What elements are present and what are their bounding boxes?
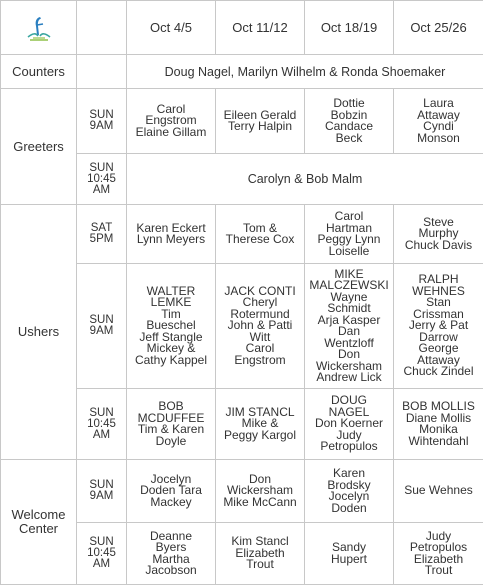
church-logo-icon bbox=[24, 13, 54, 43]
header-row bbox=[1, 1, 483, 55]
welcome-sun1045-cell-3: Sandy Hupert bbox=[305, 523, 394, 585]
ushers-label: Ushers bbox=[1, 205, 77, 460]
logo-cell bbox=[1, 1, 77, 55]
ushers-sun9-cell-2: JACK CONTI Cheryl Rotermund John & Patti Witt Carol Engstrom bbox=[216, 264, 305, 389]
counters-time-blank bbox=[77, 55, 127, 89]
ushers-sat5-cell-1: Karen Eckert Lynn Meyers bbox=[127, 205, 216, 264]
ushers-sun1045-time: SUN 10:45 AM bbox=[77, 389, 127, 460]
ushers-sat5-cell-2: Tom & Therese Cox bbox=[216, 205, 305, 264]
ushers-sun9-cell-3: MIKE MALCZEWSKI Wayne Schmidt Arja Kasper Dan Wentzloff Don Wickersham Andrew Lick bbox=[305, 264, 394, 389]
date-header-4: Oct 25/26 bbox=[394, 1, 483, 55]
welcome-sun9-cell-2: Don Wickersham Mike McCann bbox=[216, 460, 305, 523]
date-header-3: Oct 18/19 bbox=[305, 1, 394, 55]
date-header-2: Oct 11/12 bbox=[216, 1, 305, 55]
ushers-sun9-time: SUN 9AM bbox=[77, 264, 127, 389]
greeters-sun9-cell-3: Dottie Bobzin Candace Beck bbox=[305, 89, 394, 154]
ushers-sat5-time: SAT 5PM bbox=[77, 205, 127, 264]
ushers-sat5-cell-3: Carol Hartman Peggy Lynn Loiselle bbox=[305, 205, 394, 264]
welcome-sun9-row bbox=[1, 460, 483, 523]
welcome-sun9-cell-4: Sue Wehnes bbox=[394, 460, 483, 523]
ushers-sat5-row bbox=[1, 205, 483, 264]
counters-all-weeks: Doug Nagel, Marilyn Wilhelm & Ronda Shoemaker bbox=[127, 55, 483, 89]
greeters-sun9-time: SUN 9AM bbox=[77, 89, 127, 154]
greeters-label: Greeters bbox=[1, 89, 77, 205]
welcome-sun1045-cell-4: Judy Petropulos Elizabeth Trout bbox=[394, 523, 483, 585]
ushers-sun9-cell-1: WALTER LEMKE Tim Bueschel Jeff Stangle Mickey & Cathy Kappel bbox=[127, 264, 216, 389]
greeters-sun1045-time: SUN 10:45 AM bbox=[77, 154, 127, 205]
ushers-sun9-cell-4: RALPH WEHNES Stan Crissman Jerry & Pat Darrow George Attaway Chuck Zindel bbox=[394, 264, 483, 389]
counters-label: Counters bbox=[1, 55, 77, 89]
ushers-sun1045-cell-1: BOB MCDUFFEE Tim & Karen Doyle bbox=[127, 389, 216, 460]
welcome-sun9-cell-3: Karen Brodsky Jocelyn Doden bbox=[305, 460, 394, 523]
welcome-sun1045-cell-2: Kim Stancl Elizabeth Trout bbox=[216, 523, 305, 585]
counters-row bbox=[1, 55, 483, 89]
header-blank-cell bbox=[77, 1, 127, 55]
welcome-center-label: Welcome Center bbox=[1, 460, 77, 585]
ushers-sat5-cell-4: Steve Murphy Chuck Davis bbox=[394, 205, 483, 264]
date-header-1: Oct 4/5 bbox=[127, 1, 216, 55]
greeters-sun9-row bbox=[1, 89, 483, 154]
welcome-sun1045-cell-1: Deanne Byers Martha Jacobson bbox=[127, 523, 216, 585]
greeters-sun9-cell-4: Laura Attaway Cyndi Monson bbox=[394, 89, 483, 154]
welcome-sun9-time: SUN 9AM bbox=[77, 460, 127, 523]
ushers-sun1045-cell-3: DOUG NAGEL Don Koerner Judy Petropulos bbox=[305, 389, 394, 460]
greeters-sun9-cell-1: Carol Engstrom Elaine Gillam bbox=[127, 89, 216, 154]
greeters-sun1045-all-weeks: Carolyn & Bob Malm bbox=[127, 154, 483, 205]
ushers-sun1045-cell-4: BOB MOLLIS Diane Mollis Monika Wihtendahl bbox=[394, 389, 483, 460]
welcome-sun9-cell-1: Jocelyn Doden Tara Mackey bbox=[127, 460, 216, 523]
welcome-sun1045-time: SUN 10:45 AM bbox=[77, 523, 127, 585]
greeters-sun9-cell-2: Eileen Gerald Terry Halpin bbox=[216, 89, 305, 154]
ushers-sun1045-cell-2: JIM STANCL Mike & Peggy Kargol bbox=[216, 389, 305, 460]
